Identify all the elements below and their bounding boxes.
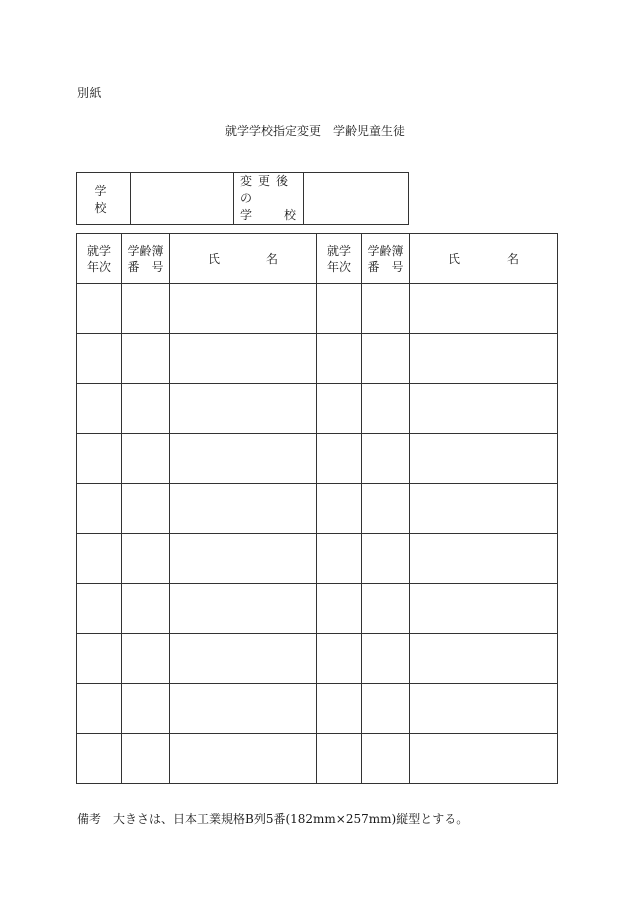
register-number-cell[interactable] bbox=[122, 384, 170, 434]
grade-cell[interactable] bbox=[77, 634, 122, 684]
table-row bbox=[77, 584, 558, 634]
grade-cell-2[interactable] bbox=[317, 634, 362, 684]
table-row bbox=[77, 284, 558, 334]
grade-cell-2[interactable] bbox=[317, 334, 362, 384]
register-number-cell-2[interactable] bbox=[362, 534, 410, 584]
name-cell-2[interactable] bbox=[410, 334, 558, 384]
register-number-cell[interactable] bbox=[122, 284, 170, 334]
changed-school-label: 変更後の 学 校 bbox=[234, 173, 304, 225]
register-number-cell-2[interactable] bbox=[362, 434, 410, 484]
name-cell-2[interactable] bbox=[410, 584, 558, 634]
roster-table bbox=[76, 233, 558, 784]
name-cell-2[interactable] bbox=[410, 434, 558, 484]
register-number-cell[interactable] bbox=[122, 434, 170, 484]
grade-cell-2[interactable] bbox=[317, 434, 362, 484]
register-number-cell[interactable] bbox=[122, 684, 170, 734]
changed-school-value-cell[interactable] bbox=[304, 173, 409, 225]
register-number-cell[interactable] bbox=[122, 484, 170, 534]
roster-body bbox=[77, 284, 558, 784]
register-number-cell-2[interactable] bbox=[362, 584, 410, 634]
grade-cell[interactable] bbox=[77, 334, 122, 384]
register-number-cell[interactable] bbox=[122, 534, 170, 584]
register-number-header-2: 学齢簿 番 号 bbox=[362, 234, 410, 284]
name-cell[interactable] bbox=[170, 484, 317, 534]
name-cell[interactable] bbox=[170, 734, 317, 784]
register-number-cell-2[interactable] bbox=[362, 634, 410, 684]
table-row bbox=[77, 384, 558, 434]
grade-cell-2[interactable] bbox=[317, 584, 362, 634]
register-number-cell-2[interactable] bbox=[362, 684, 410, 734]
register-number-cell-2[interactable] bbox=[362, 734, 410, 784]
table-row bbox=[77, 434, 558, 484]
register-number-cell[interactable] bbox=[122, 634, 170, 684]
name-cell[interactable] bbox=[170, 284, 317, 334]
register-number-cell-2[interactable] bbox=[362, 334, 410, 384]
grade-cell[interactable] bbox=[77, 534, 122, 584]
table-row bbox=[77, 534, 558, 584]
grade-cell-2[interactable] bbox=[317, 534, 362, 584]
name-header-2: 氏 名 bbox=[410, 234, 558, 284]
table-row bbox=[77, 734, 558, 784]
name-cell[interactable] bbox=[170, 634, 317, 684]
register-number-cell[interactable] bbox=[122, 584, 170, 634]
register-number-header: 学齢簿 番 号 bbox=[122, 234, 170, 284]
table-row bbox=[77, 334, 558, 384]
register-number-cell[interactable] bbox=[122, 734, 170, 784]
grade-cell[interactable] bbox=[77, 434, 122, 484]
register-number-cell-2[interactable] bbox=[362, 284, 410, 334]
attachment-label: 別紙 bbox=[77, 86, 103, 100]
grade-cell[interactable] bbox=[77, 734, 122, 784]
table-row bbox=[77, 484, 558, 534]
school-label: 学 校 bbox=[77, 173, 131, 225]
table-row bbox=[77, 634, 558, 684]
name-cell-2[interactable] bbox=[410, 534, 558, 584]
name-cell-2[interactable] bbox=[410, 484, 558, 534]
name-cell-2[interactable] bbox=[410, 284, 558, 334]
document-title: 就学学校指定変更 学齢児童生徒 bbox=[225, 124, 406, 138]
name-header: 氏 名 bbox=[170, 234, 317, 284]
grade-cell[interactable] bbox=[77, 484, 122, 534]
name-cell[interactable] bbox=[170, 434, 317, 484]
grade-cell[interactable] bbox=[77, 384, 122, 434]
grade-cell[interactable] bbox=[77, 584, 122, 634]
register-number-cell[interactable] bbox=[122, 334, 170, 384]
grade-cell-2[interactable] bbox=[317, 734, 362, 784]
register-number-cell-2[interactable] bbox=[362, 384, 410, 434]
name-cell-2[interactable] bbox=[410, 634, 558, 684]
name-cell[interactable] bbox=[170, 684, 317, 734]
name-cell-2[interactable] bbox=[410, 734, 558, 784]
remarks-note: 備考 大きさは、日本工業規格B列5番(182mm×257mm)縦型とする。 bbox=[77, 812, 469, 826]
grade-cell-2[interactable] bbox=[317, 484, 362, 534]
name-cell-2[interactable] bbox=[410, 384, 558, 434]
grade-cell-2[interactable] bbox=[317, 684, 362, 734]
grade-cell-2[interactable] bbox=[317, 384, 362, 434]
roster-header-row bbox=[77, 234, 558, 284]
grade-cell-2[interactable] bbox=[317, 284, 362, 334]
school-table bbox=[76, 172, 409, 225]
name-cell-2[interactable] bbox=[410, 684, 558, 734]
name-cell[interactable] bbox=[170, 384, 317, 434]
name-cell[interactable] bbox=[170, 584, 317, 634]
register-number-cell-2[interactable] bbox=[362, 484, 410, 534]
table-row bbox=[77, 684, 558, 734]
name-cell[interactable] bbox=[170, 334, 317, 384]
school-value-cell[interactable] bbox=[131, 173, 234, 225]
grade-cell[interactable] bbox=[77, 284, 122, 334]
grade-cell[interactable] bbox=[77, 684, 122, 734]
name-cell[interactable] bbox=[170, 534, 317, 584]
grade-header: 就学 年次 bbox=[77, 234, 122, 284]
grade-header-2: 就学 年次 bbox=[317, 234, 362, 284]
